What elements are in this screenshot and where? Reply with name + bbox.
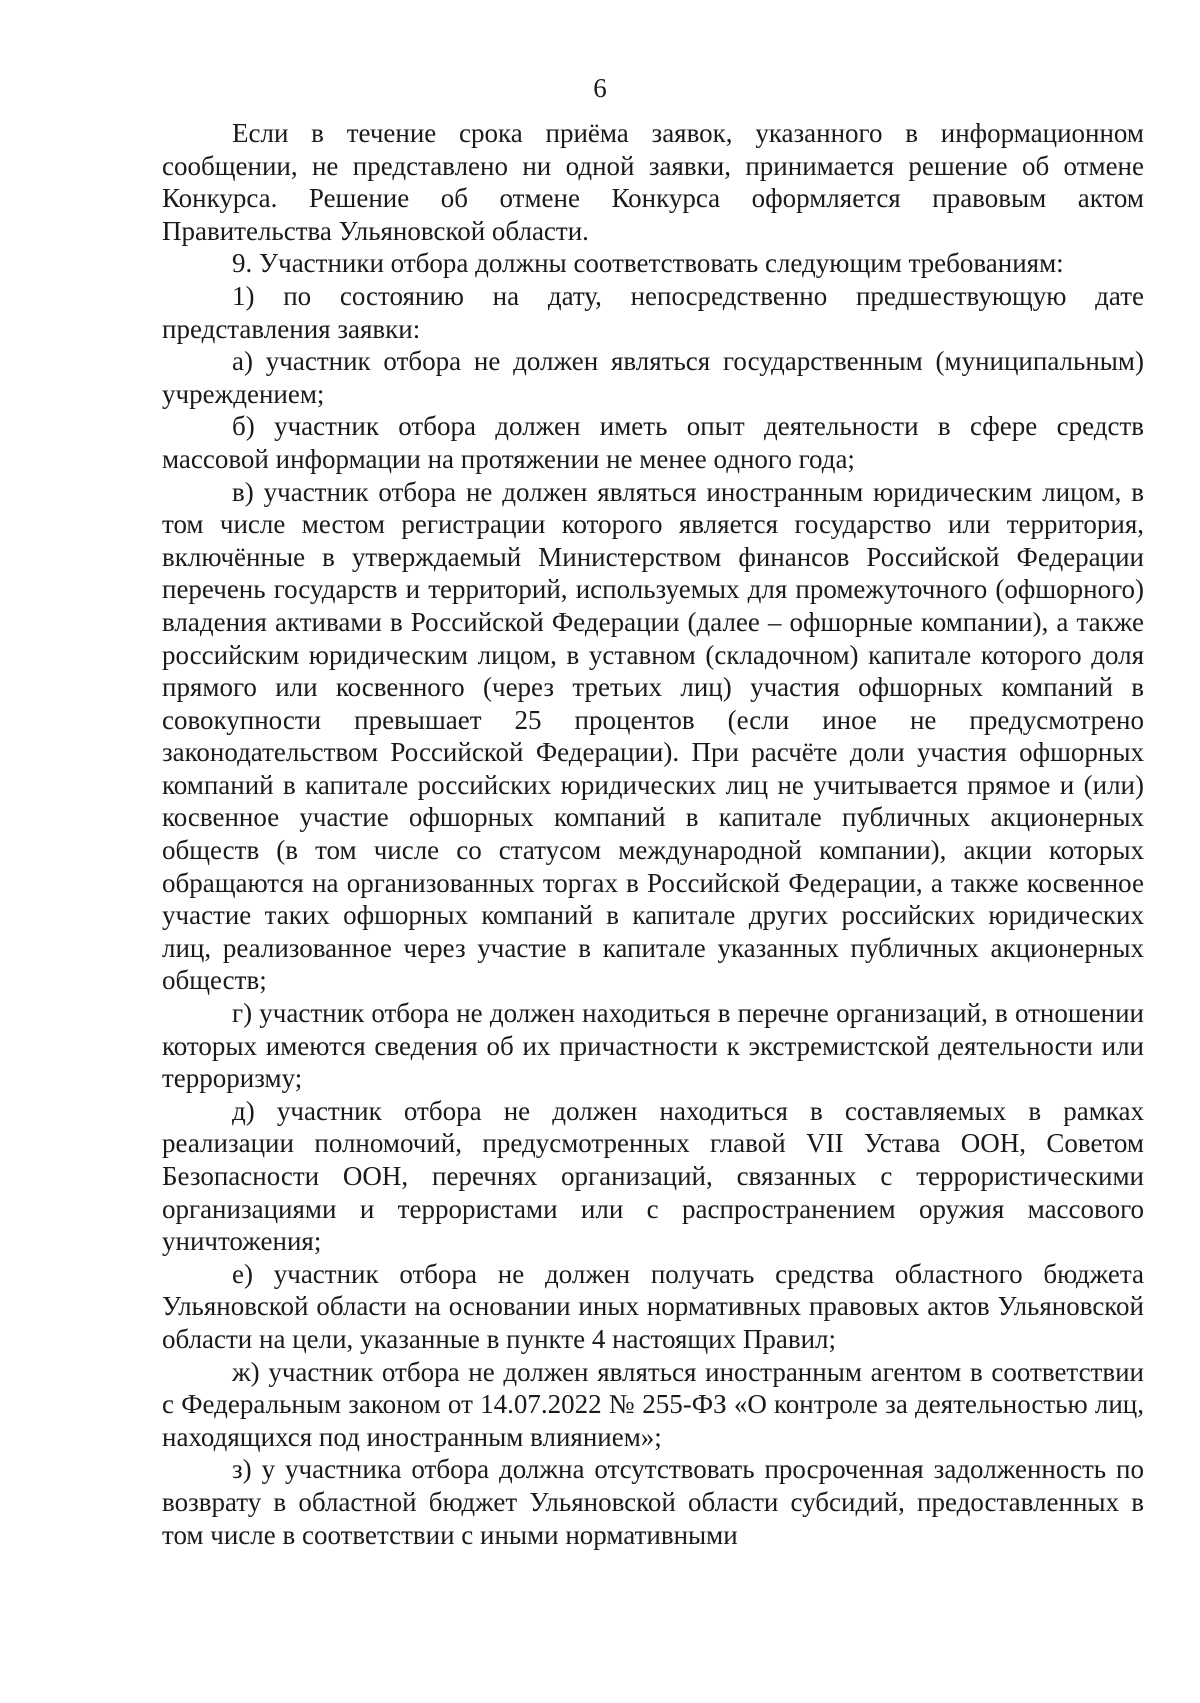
paragraph-subitem-1: 1) по состоянию на дату, непосредственно предшествующую дате представления заявки: (162, 280, 1144, 344)
paragraph-subitem-g: г) участник отбора не должен находиться в перечне организаций, в отношении которых имеются сведения об их причастности к экстремистской деятельности или терроризму; (162, 998, 1144, 1094)
paragraph-subitem-v: в) участник отбора не должен являться иностранным юридическим лицом, в том числе местом регистрации которого является государство или территория, включённые в утверждаемый Министерством финансов Российской Федерации перечень государств и территорий, используемых для промежуточного (офшорного) владения активами в Российской Федерации (далее – офшорные компании), а также российским юридическим лицом, в уставном (складочном) капитале которого доля прямого или косвенного (через третьих лиц) участия офшорных компаний в совокупности превышает 25 процентов (если иное не предусмотрено законодательством Российской Федерации). При расчёте доли участия офшорных компаний в капитале российских юридических лиц не учитывается прямое и (или) косвенное участие офшорных компаний в капитале публичных акционерных обществ (в том числе со статусом международной компании), акции которых обращаются на организованных торгах в Российской Федерации, а также косвенное участие таких офшорных компаний в капитале других российских юридических лиц, реализованное через участие в капитале указанных публичных акционерных обществ; (162, 476, 1144, 996)
paragraph-contest-cancellation: Если в течение срока приёма заявок, указанного в информационном сообщении, не представлено ни одной заявки, принимается решение об отмене Конкурса. Решение об отмене Конкурса оформляется правовым актом Правительства Ульяновской области. (162, 118, 1144, 246)
paragraph-subitem-a: а) участник отбора не должен являться государственным (муниципальным) учреждением; (162, 346, 1144, 409)
paragraph-subitem-d: д) участник отбора не должен находиться в составляемых в рамках реализации полномочий, предусмотренных главой VII Устава ООН, Советом Безопасности ООН, перечнях организаций, связанных с террористическими организациями и террористами или с распространением оружия массового уничтожения; (162, 1095, 1144, 1257)
paragraph-subitem-e: е) участник отбора не должен получать средства областного бюджета Ульяновской области на основании иных нормативных правовых актов Ульяновской области на цели, указанные в пункте 4 настоящих Правил; (162, 1258, 1144, 1354)
page-number: 6 (593, 73, 607, 103)
paragraph-subitem-b: б) участник отбора должен иметь опыт деятельности в сфере средств массовой информации на протяжении не менее одного года; (162, 411, 1144, 474)
document-body (162, 117, 1144, 1551)
paragraph-subitem-z: з) у участника отбора должна отсутствовать просроченная задолженность по возврату в областной бюджет Ульяновской области субсидий, предоставленных в том числе в соответствии с иными нормативными (162, 1454, 1144, 1550)
paragraph-item-9-requirements: 9. Участники отбора должны соответствовать следующим требованиям: (232, 248, 1064, 279)
paragraph-subitem-zh: ж) участник отбора не должен являться иностранным агентом в соответствии с Федеральным законом от 14.07.2022 № 255-ФЗ «О контроле за деятельностью лиц, находящихся под иностранным влиянием»; (162, 1356, 1144, 1452)
